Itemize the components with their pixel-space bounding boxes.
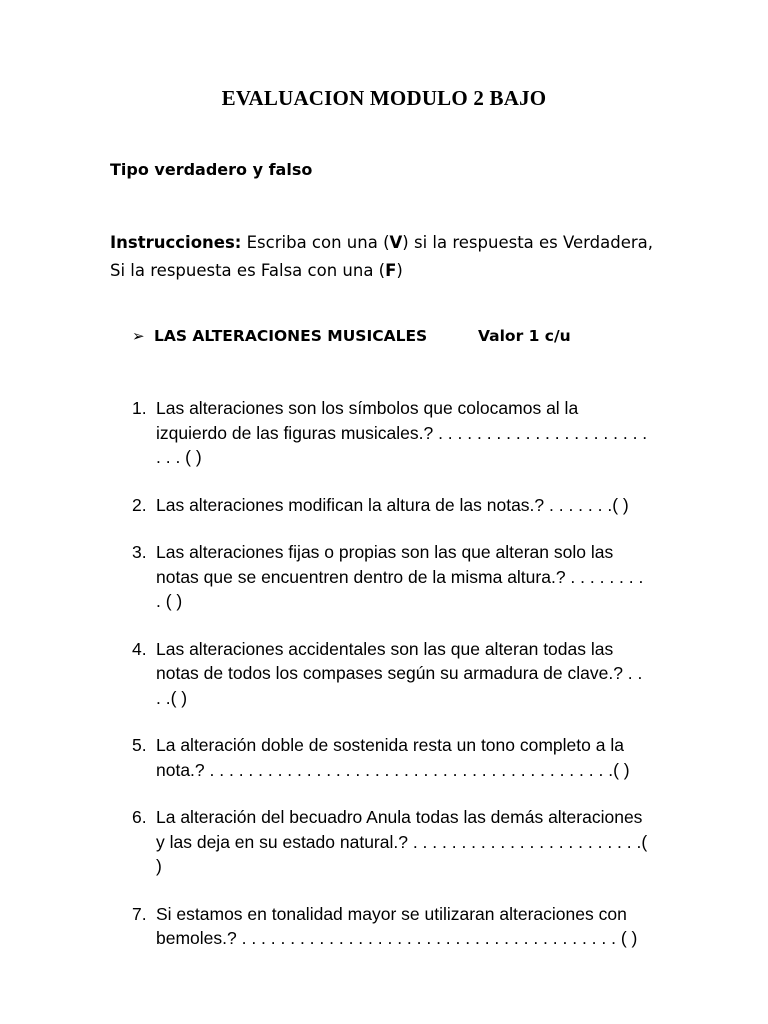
section-value: Valor 1 c/u (478, 327, 571, 345)
question-item (132, 540, 652, 614)
question-item (132, 805, 652, 879)
document-title: EVALUACION MODULO 2 BAJO (221, 86, 547, 110)
question-item (132, 902, 652, 951)
question-item (132, 396, 652, 470)
question-number: 5. (132, 735, 147, 755)
question-number: 3. (132, 542, 147, 562)
question-item (132, 637, 652, 711)
question-text: Si estamos en tonalidad mayor se utilizaran alteraciones con bemoles.? . . . . . . . . . . . . . . . . . . . . . . . . . . . . . . . . . . . . . . . ( ) (156, 903, 638, 948)
arrow-bullet-icon: ➢ (132, 327, 145, 345)
question-number: 7. (132, 903, 147, 924)
instructions-text-3: ) (396, 261, 403, 280)
question-text: Las alteraciones modifican la altura de las notas.? . . . . . . .( ) (156, 494, 629, 515)
instructions-label: Instrucciones: (110, 233, 242, 252)
section-header (132, 327, 571, 345)
question-text: Las alteraciones fijas o propias son las que alteran solo las notas que se encuentren dentro de la misma altura.? . . . . . . . . . ( ) (156, 542, 644, 611)
question-number: 4. (132, 638, 147, 659)
question-list (132, 396, 652, 974)
question-text: La alteración del becuadro Anula todas las demás alteraciones y las deja en su estado natural.? . . . . . . . . . . . . . . . . . . . . . . . .( ) (156, 807, 648, 876)
section-heading: LAS ALTERACIONES MUSICALES (154, 327, 428, 345)
question-text: Las alteraciones son los símbolos que colocamos al la izquierdo de las figuras musicales.? . . . . . . . . . . . . . . . . . . . . . . . . . ( ) (156, 398, 648, 467)
instructions-paragraph (110, 229, 670, 285)
instructions-text-2: ) si la respuesta es Verdadera, Si la respuesta es Falsa con una ( (110, 233, 654, 280)
question-number: 6. (132, 807, 147, 827)
instructions-false-mark: F (385, 261, 397, 280)
question-item (132, 733, 652, 782)
question-number: 1. (132, 398, 147, 418)
question-text: La alteración doble de sostenida resta un tono completo a la nota.? . . . . . . . . . . . . . . . . . . . . . . . . . . . . . . . . . . . . . . . . . .( ) (156, 735, 630, 780)
question-number: 2. (132, 494, 147, 515)
question-item (132, 493, 652, 518)
instructions-text-1: Escriba con una ( (241, 233, 390, 252)
document-subtitle: Tipo verdadero y falso (110, 160, 313, 179)
question-text: Las alteraciones accidentales son las que alteran todas las notas de todos los compases según su armadura de clave.? . . . .( ) (156, 638, 643, 708)
instructions-true-mark: V (389, 233, 403, 252)
